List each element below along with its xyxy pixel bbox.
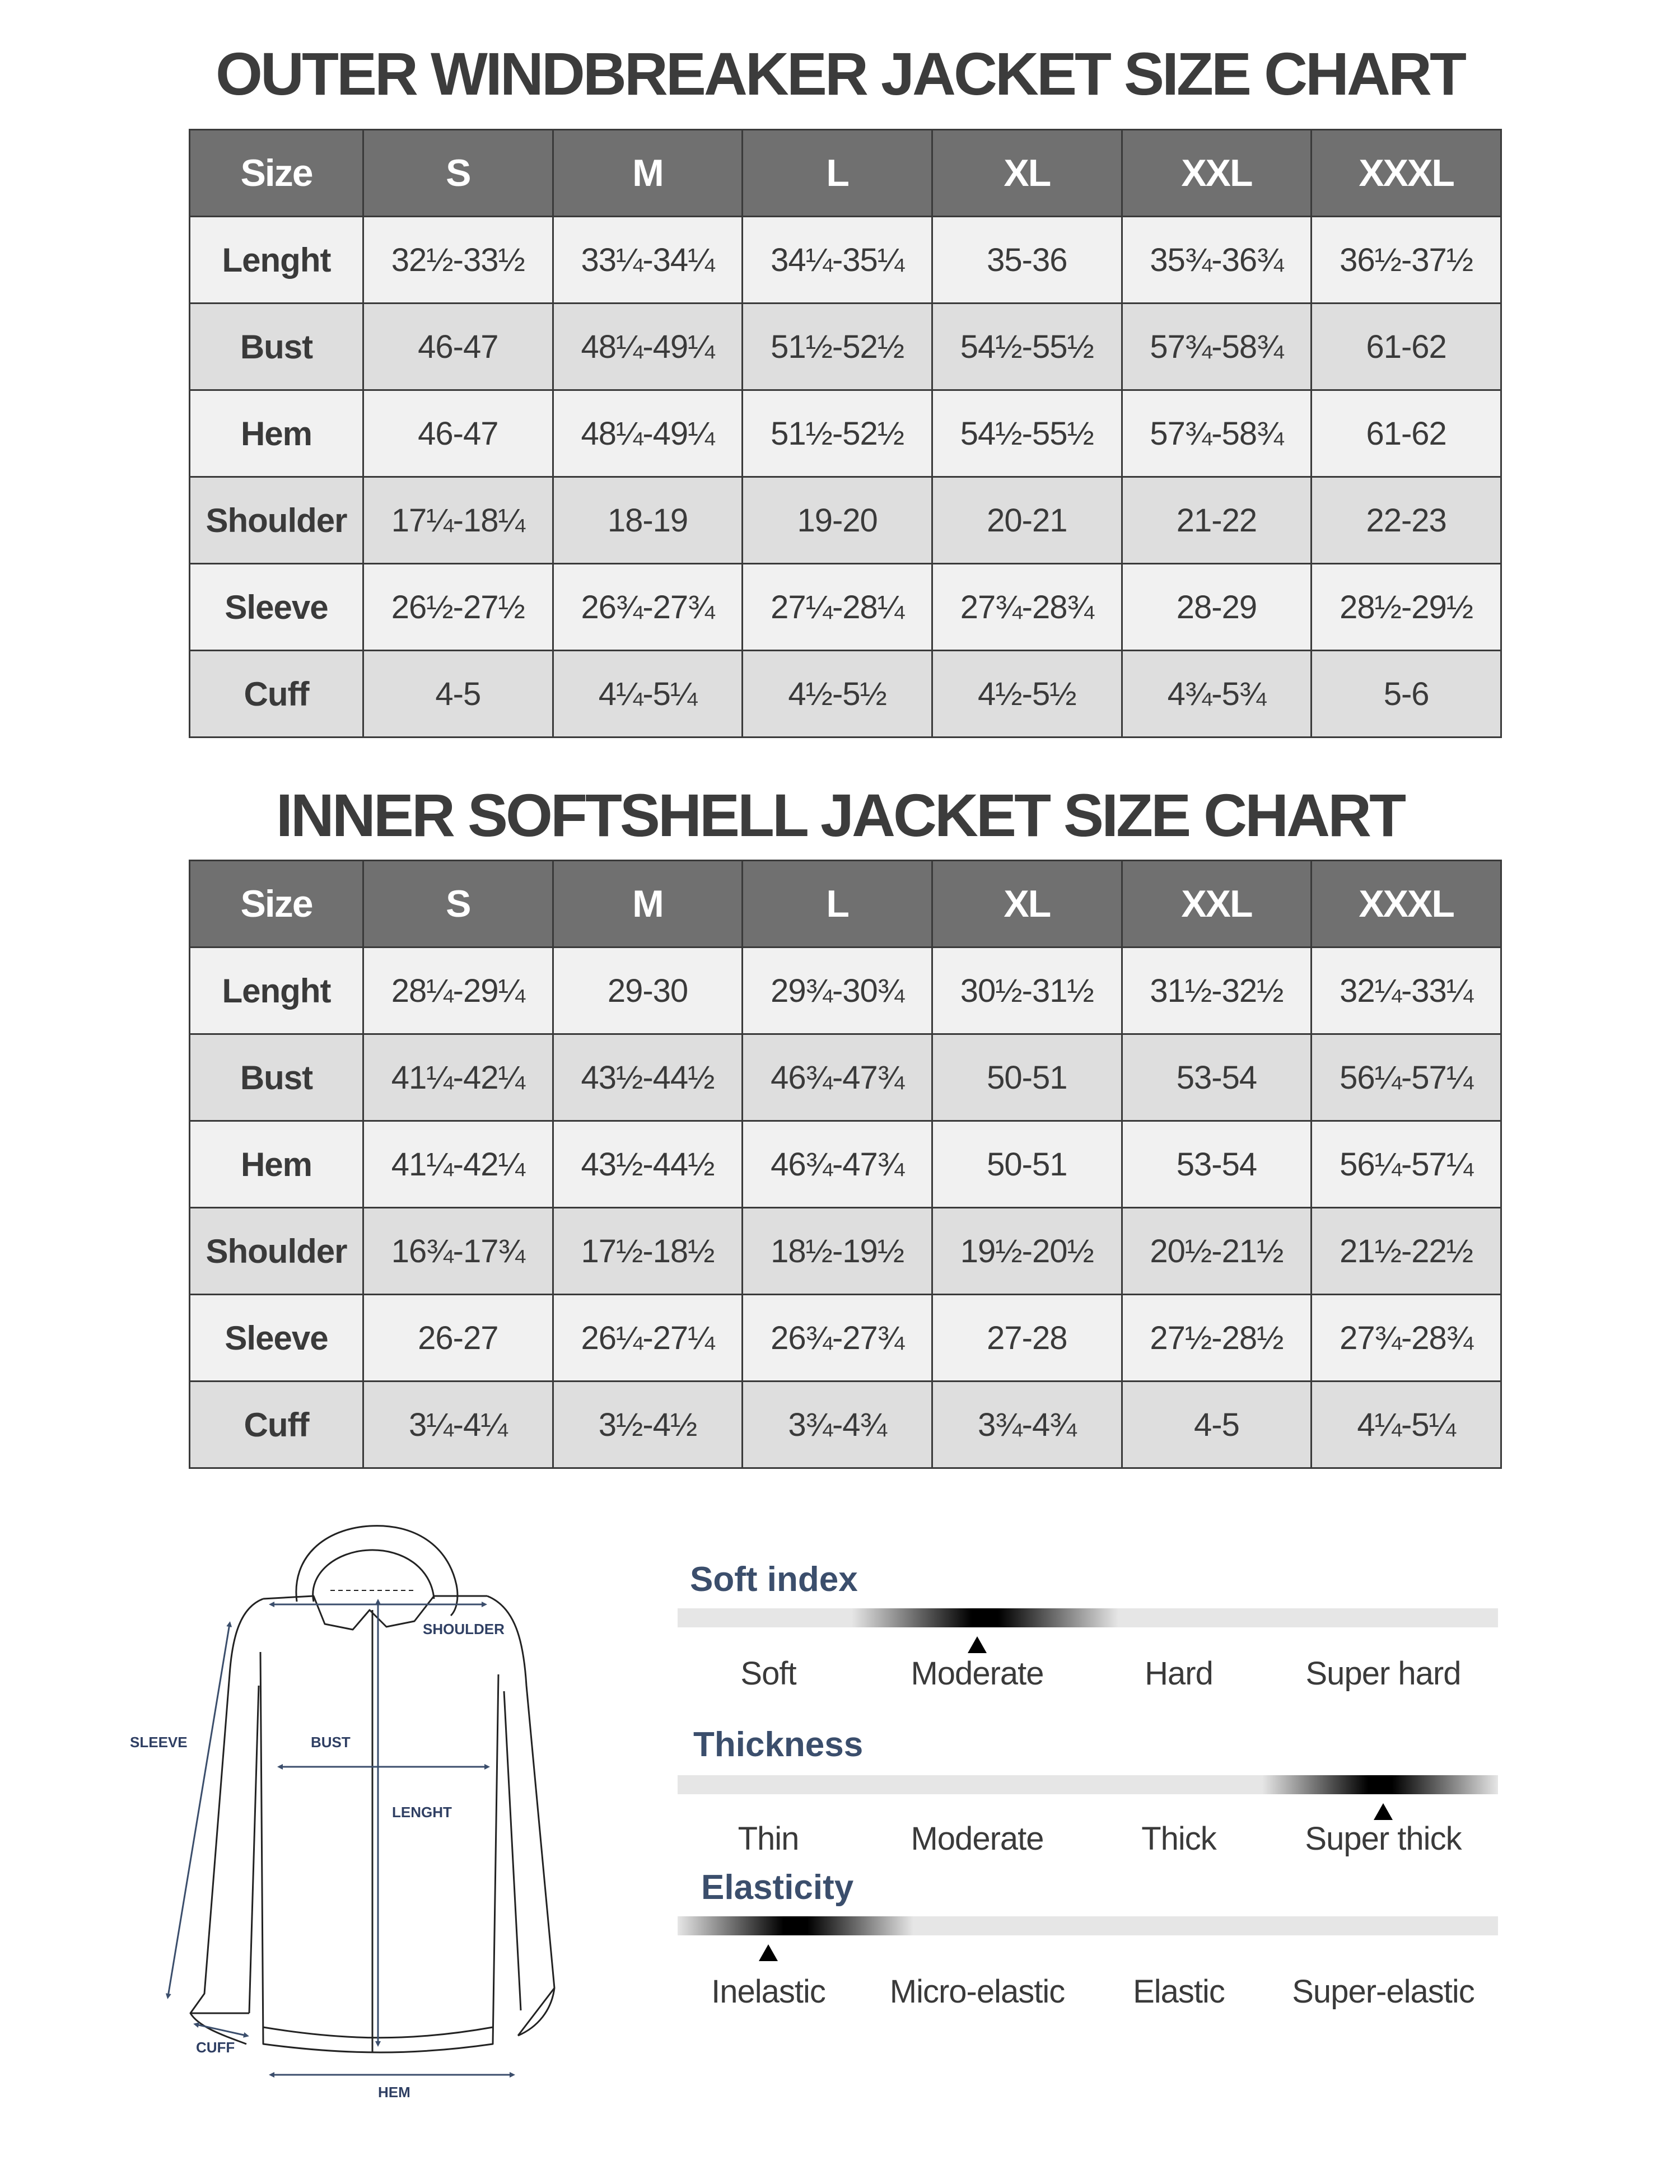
table-cell: 32¼-33¼ [1312, 948, 1501, 1034]
scale-option: Inelastic [711, 1973, 825, 2010]
table-cell: 46¾-47¾ [743, 1121, 932, 1208]
table-cell: 48¼-49¼ [553, 304, 743, 390]
table-cell: 41¼-42¼ [363, 1121, 553, 1208]
scale-option: Thick [1141, 1821, 1216, 1857]
scale-option: Moderate [911, 1655, 1044, 1692]
size-col-header: L [743, 130, 932, 217]
lenght-label: LENGHT [392, 1804, 452, 1821]
size-col-header: XL [932, 130, 1122, 217]
table-cell: 4½-5½ [932, 651, 1122, 738]
bust-label: BUST [311, 1734, 351, 1751]
selected-marker-icon [968, 1636, 987, 1653]
table-cell: 50-51 [932, 1121, 1122, 1208]
table-row [190, 1208, 1501, 1295]
size-col-header: S [363, 130, 553, 217]
selected-marker-icon [1374, 1803, 1393, 1820]
selected-marker-icon [759, 1944, 778, 1961]
scale-option: Thin [738, 1821, 799, 1857]
table-cell: 50-51 [932, 1034, 1122, 1121]
row-label: Cuff [190, 651, 363, 738]
table-cell: 34¼-35¼ [743, 217, 932, 304]
table-cell: 4-5 [363, 651, 553, 738]
table-cell: 3¼-4¼ [363, 1382, 553, 1468]
table-cell: 3¾-4¾ [743, 1382, 932, 1468]
size-col-header: XXXL [1312, 861, 1501, 948]
table-cell: 29-30 [553, 948, 743, 1034]
table-cell: 30½-31½ [932, 948, 1122, 1034]
scale-bar [678, 1916, 1498, 1935]
scale-bar [678, 1608, 1498, 1627]
hem-label: HEM [378, 2084, 410, 2100]
table-cell: 27¾-28¾ [932, 564, 1122, 651]
table-row [190, 948, 1501, 1034]
table-cell: 43½-44½ [553, 1121, 743, 1208]
cuff-label: CUFF [196, 2039, 235, 2056]
table-cell: 4½-5½ [743, 651, 932, 738]
table-cell: 5-6 [1312, 651, 1501, 738]
shoulder-label: SHOULDER [423, 1621, 505, 1637]
size-col-header: XXXL [1312, 130, 1501, 217]
table-cell: 51½-52½ [743, 304, 932, 390]
table-row [190, 651, 1501, 738]
measurement-arrows [168, 1602, 512, 2075]
table-cell: 4-5 [1122, 1382, 1312, 1468]
table-row [190, 304, 1501, 390]
table-cell: 61-62 [1312, 304, 1501, 390]
row-label: Lenght [190, 217, 363, 304]
inner-table-header [190, 861, 1501, 948]
scale-highlight [852, 1608, 1118, 1627]
table-cell: 22-23 [1312, 477, 1501, 564]
outer-chart-title: OUTER WINDBREAKER JACKET SIZE CHART [215, 40, 1465, 108]
table-row [190, 217, 1501, 304]
table-cell: 31½-32½ [1122, 948, 1312, 1034]
table-cell: 46¾-47¾ [743, 1034, 932, 1121]
row-label: Lenght [190, 948, 363, 1034]
table-cell: 16¾-17¾ [363, 1208, 553, 1295]
header-row [190, 861, 1501, 948]
table-row [190, 1295, 1501, 1382]
outer-table-body [190, 217, 1501, 738]
table-cell: 19½-20½ [932, 1208, 1122, 1295]
row-label: Cuff [190, 1382, 363, 1468]
table-cell: 26-27 [363, 1295, 553, 1382]
jacket-diagram [112, 1506, 616, 2100]
table-cell: 26¼-27¼ [553, 1295, 743, 1382]
table-cell: 51½-52½ [743, 390, 932, 477]
size-header: Size [190, 861, 363, 948]
table-cell: 56¼-57¼ [1312, 1121, 1501, 1208]
scale-option: Micro-elastic [889, 1973, 1065, 2010]
size-col-header: XXL [1122, 130, 1312, 217]
table-cell: 35¾-36¾ [1122, 217, 1312, 304]
row-label: Shoulder [190, 1208, 363, 1295]
table-cell: 4¼-5¼ [553, 651, 743, 738]
table-cell: 17¼-18¼ [363, 477, 553, 564]
table-cell: 53-54 [1122, 1034, 1312, 1121]
sleeve-label: SLEEVE [130, 1734, 188, 1751]
table-cell: 27¼-28¼ [743, 564, 932, 651]
table-cell: 21-22 [1122, 477, 1312, 564]
table-cell: 48¼-49¼ [553, 390, 743, 477]
table-cell: 36½-37½ [1312, 217, 1501, 304]
scale-option: Elastic [1133, 1973, 1225, 2010]
table-cell: 18½-19½ [743, 1208, 932, 1295]
table-cell: 32½-33½ [363, 217, 553, 304]
table-cell: 57¾-58¾ [1122, 304, 1312, 390]
scale-option: Hard [1145, 1655, 1213, 1692]
table-cell: 28-29 [1122, 564, 1312, 651]
table-cell: 33¼-34¼ [553, 217, 743, 304]
table-cell: 3¾-4¾ [932, 1382, 1122, 1468]
scale-option: Moderate [911, 1821, 1044, 1857]
table-cell: 21½-22½ [1312, 1208, 1501, 1295]
table-cell: 57¾-58¾ [1122, 390, 1312, 477]
property-title: Thickness [693, 1725, 864, 1764]
table-cell: 26¾-27¾ [553, 564, 743, 651]
table-cell: 46-47 [363, 390, 553, 477]
table-cell: 61-62 [1312, 390, 1501, 477]
inner-size-table [189, 860, 1502, 1469]
table-cell: 56¼-57¼ [1312, 1034, 1501, 1121]
inner-table-body [190, 948, 1501, 1468]
table-cell: 3½-4½ [553, 1382, 743, 1468]
inner-chart-title: INNER SOFTSHELL JACKET SIZE CHART [276, 781, 1404, 849]
outer-table-header [190, 130, 1501, 217]
table-cell: 20-21 [932, 477, 1122, 564]
table-row [190, 1121, 1501, 1208]
scale-bar [678, 1775, 1498, 1794]
size-col-header: S [363, 861, 553, 948]
table-row [190, 390, 1501, 477]
table-cell: 46-47 [363, 304, 553, 390]
size-col-header: XL [932, 861, 1122, 948]
table-row [190, 1382, 1501, 1468]
table-row [190, 564, 1501, 651]
scale-highlight [1262, 1775, 1498, 1794]
header-row [190, 130, 1501, 217]
table-cell: 41¼-42¼ [363, 1034, 553, 1121]
table-row [190, 1034, 1501, 1121]
row-label: Hem [190, 1121, 363, 1208]
row-label: Hem [190, 390, 363, 477]
table-cell: 26¾-27¾ [743, 1295, 932, 1382]
scale-option: Super-elastic [1292, 1973, 1474, 2010]
table-cell: 26½-27½ [363, 564, 553, 651]
table-cell: 27¾-28¾ [1312, 1295, 1501, 1382]
table-cell: 27-28 [932, 1295, 1122, 1382]
table-cell: 53-54 [1122, 1121, 1312, 1208]
size-col-header: M [553, 861, 743, 948]
row-label: Sleeve [190, 1295, 363, 1382]
table-cell: 20½-21½ [1122, 1208, 1312, 1295]
table-cell: 27½-28½ [1122, 1295, 1312, 1382]
table-cell: 54½-55½ [932, 390, 1122, 477]
table-cell: 43½-44½ [553, 1034, 743, 1121]
scale-highlight [678, 1916, 913, 1935]
scale-option: Soft [740, 1655, 796, 1692]
size-col-header: L [743, 861, 932, 948]
table-cell: 4¼-5¼ [1312, 1382, 1501, 1468]
table-cell: 29¾-30¾ [743, 948, 932, 1034]
size-col-header: M [553, 130, 743, 217]
row-label: Sleeve [190, 564, 363, 651]
table-cell: 54½-55½ [932, 304, 1122, 390]
table-row [190, 477, 1501, 564]
outer-size-table [189, 129, 1502, 738]
size-col-header: XXL [1122, 861, 1312, 948]
scale-option: Super hard [1305, 1655, 1461, 1692]
table-cell: 35-36 [932, 217, 1122, 304]
table-cell: 18-19 [553, 477, 743, 564]
property-title: Elasticity [701, 1868, 854, 1907]
table-cell: 28¼-29¼ [363, 948, 553, 1034]
size-header: Size [190, 130, 363, 217]
row-label: Bust [190, 1034, 363, 1121]
table-cell: 28½-29½ [1312, 564, 1501, 651]
row-label: Shoulder [190, 477, 363, 564]
table-cell: 4¾-5¾ [1122, 651, 1312, 738]
table-cell: 17½-18½ [553, 1208, 743, 1295]
row-label: Bust [190, 304, 363, 390]
scale-option: Super thick [1305, 1821, 1462, 1857]
table-cell: 19-20 [743, 477, 932, 564]
property-title: Soft index [690, 1560, 858, 1599]
